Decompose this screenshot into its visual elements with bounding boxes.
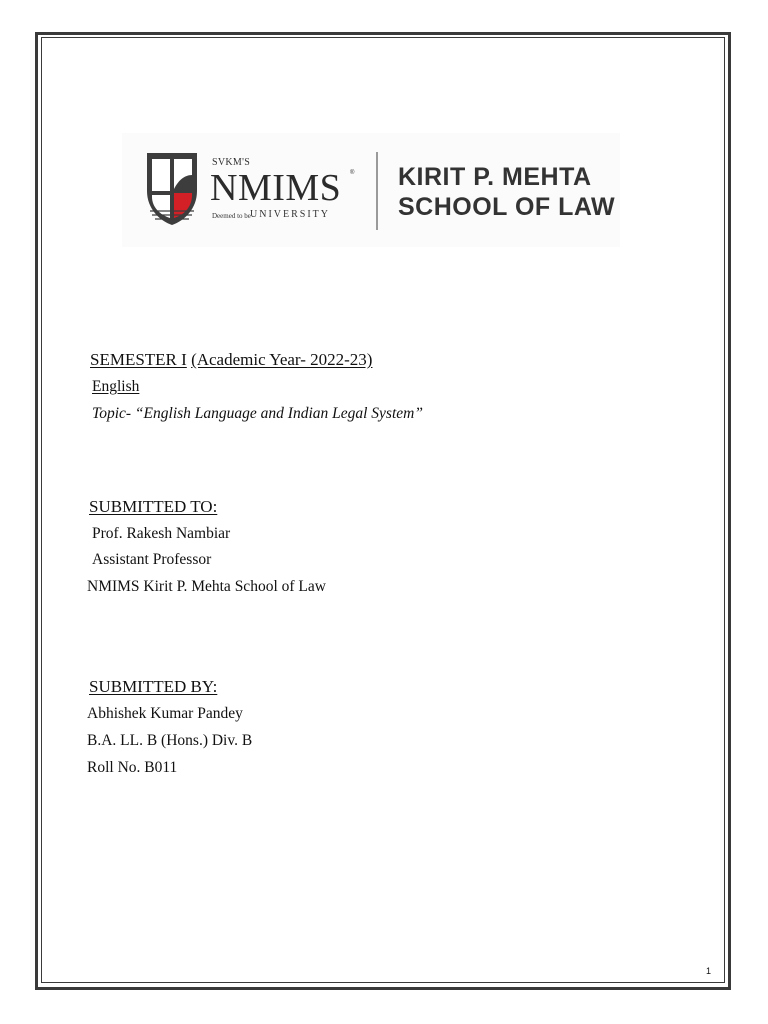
- logo-divider: [376, 152, 378, 230]
- submitted-by-program: B.A. LL. B (Hons.) Div. B: [87, 732, 253, 749]
- submitted-to-institution: NMIMS Kirit P. Mehta School of Law: [87, 578, 326, 595]
- submitted-by-name: Abhishek Kumar Pandey: [87, 705, 243, 722]
- school-name-line1: KIRIT P. MEHTA: [398, 163, 592, 191]
- submitted-by-heading: SUBMITTED BY:: [89, 677, 218, 696]
- submitted-to-designation: Assistant Professor: [92, 551, 212, 568]
- university-label: UNIVERSITY: [250, 209, 330, 220]
- academic-year: (Academic Year- 2022-23): [191, 350, 373, 369]
- submitted-by-roll: Roll No. B011: [87, 759, 178, 776]
- institution-logo: [122, 133, 620, 247]
- registered-mark: ®: [350, 170, 355, 176]
- semester-line: [90, 350, 372, 370]
- subject: English: [92, 378, 140, 395]
- semester-label: SEMESTER I: [90, 350, 187, 369]
- school-name-line2: SCHOOL OF LAW: [398, 193, 616, 221]
- topic: Topic- “English Language and Indian Legal System”: [92, 405, 423, 422]
- svkm-label: SVKM'S: [212, 157, 251, 168]
- page-number: 1: [706, 966, 712, 976]
- submitted-to-heading: SUBMITTED TO:: [89, 497, 218, 516]
- submitted-to-name: Prof. Rakesh Nambiar: [92, 525, 231, 542]
- nmims-shield-icon: [144, 151, 200, 227]
- nmims-wordmark: NMIMS: [210, 167, 342, 209]
- deemed-label: Deemed to be: [212, 212, 251, 220]
